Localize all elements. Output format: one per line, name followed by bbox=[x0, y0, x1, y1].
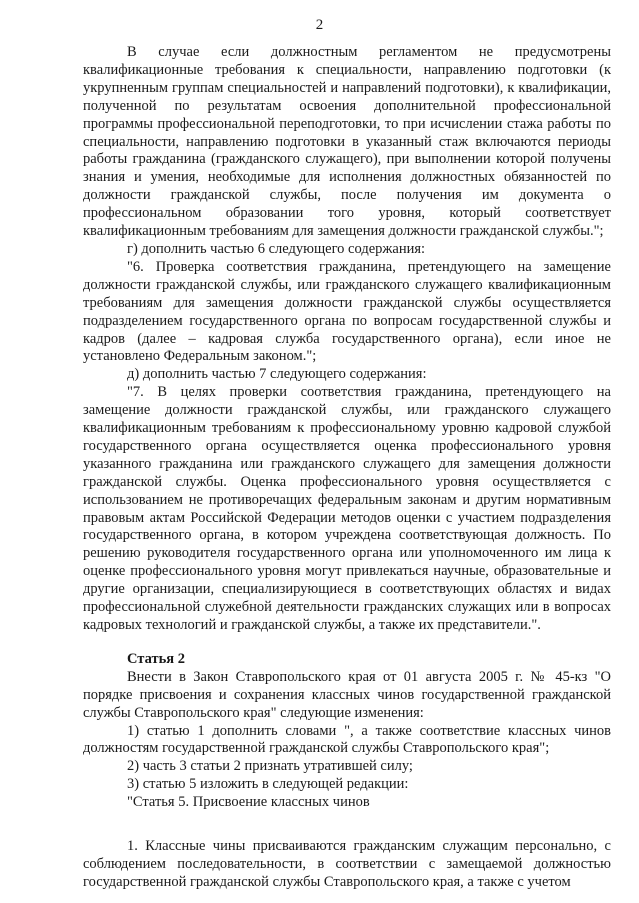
change-1: 1) статью 1 дополнить словами ", а также соответствие классных чинов должностям государственной гражданской службы Ставропольского края"; bbox=[83, 722, 611, 757]
change-3: 3) статью 5 изложить в следующей редакции: bbox=[127, 776, 409, 793]
page-number: 2 bbox=[315, 17, 324, 33]
change-2: 2) часть 3 статьи 2 признать утратившей силу; bbox=[127, 758, 413, 775]
part-6-text: "6. Проверка соответствия гражданина, претендующего на замещение должности гражданской службы, или гражданского служащего квалификационным требованиям для замещения должности гражданской службы осуществляется подразделением государственного органа по вопросам государственной службы и кадров (далее – кадровая служба государственного органа), если иное не установлено Федеральным законом."; bbox=[83, 258, 611, 365]
spacer bbox=[83, 812, 611, 838]
amendment-item-d: д) дополнить частью 7 следующего содержания: bbox=[127, 366, 427, 383]
paragraph-stazh: В случае если должностным регламентом не предусмотрены квалификационные требования к специальности, направлению подготовки (к укрупненным группам специальностей и направлений подготовки), к квалификации, полученной по результатам освоения дополнительной профессиональной программы профессиональной переподготовки, то при исчислении стажа работы по специальности, направлению подготовки в указанный стаж включаются периоды работы гражданина (гражданского служащего), при выполнении которой получены знания и умения, необходимые для исполнения должностных обязанностей по должности гражданской службы, после получения им документа о профессиональном образовании того уровня, который соответствует квалификационным требованиям для замещения должности гражданской службы."; bbox=[83, 44, 611, 240]
part-7-text: "7. В целях проверки соответствия гражданина, претендующего на замещение должности гражданской службы, или гражданского служащего квалификационным требованиям к профессиональному уровню кадровой службой государственного органа осуществляется оценка профессионального уровня указанного гражданина или гражданского служащего для замещения должности гражданской службы. Оценка профессионального уровня осуществляется с использованием не противоречащих федеральным законам и другим нормативным правовым актам Российской Федерации методов оценки с участием подразделения государственного органа, в котором учреждена соответствующая должность. По решению руководителя государственного органа или уполномоченного им лица к оценке профессионального уровня могут привлекаться научные, образовательные и другие организации, специализирующиеся в соответствующих областях и видах профессиональной служебной деятельности гражданских служащих или в вопросах кадровых технологий и гражданской службы, а также их представители.". bbox=[83, 384, 611, 633]
document-body bbox=[83, 44, 611, 892]
article-2-intro: Внести в Закон Ставропольского края от 01 августа 2005 г. № 45-кз "О порядке присвоения и сохранения классных чинов государственной гражданской службы Ставропольского края" следующие изменения: bbox=[83, 668, 611, 721]
article-5-title: "Статья 5. Присвоение классных чинов bbox=[127, 794, 370, 811]
article-5-paragraph-1: 1. Классные чины присваиваются гражданским служащим персонально, с соблюдением последовательности, в соответствии с замещаемой должностью государственной гражданской службы Ставропольского края, а также с учетом bbox=[83, 838, 611, 890]
article-2-heading: Статья 2 bbox=[127, 650, 185, 667]
amendment-item-g: г) дополнить частью 6 следующего содержания: bbox=[127, 240, 426, 257]
